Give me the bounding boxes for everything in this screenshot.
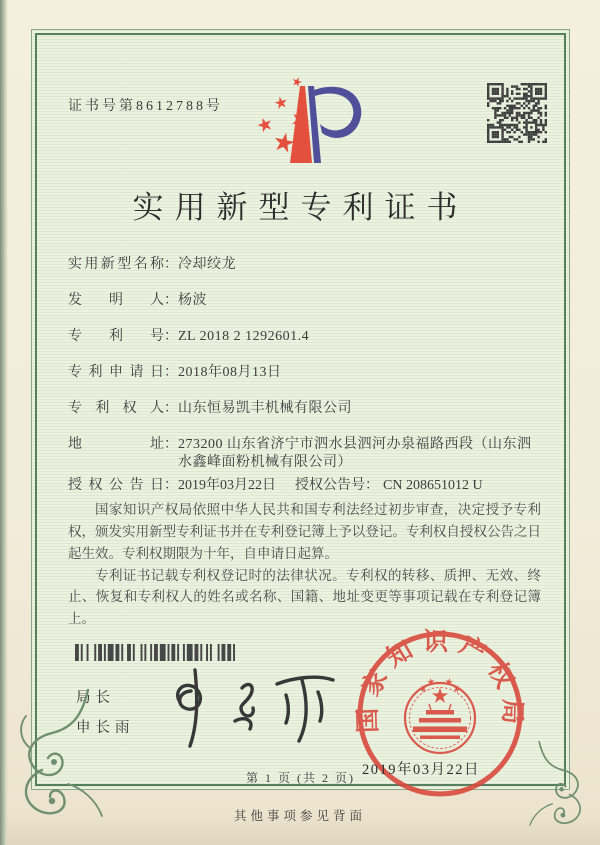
qr-code-icon	[487, 83, 547, 143]
field-row-inventor	[68, 292, 542, 310]
field-label: 发明人	[68, 293, 164, 308]
field-value: 273200 山东省济宁市泗水县泗河办泉福路西段（山东泗水鑫峰面粉机械有限公司）	[178, 437, 532, 470]
field-label: 地址	[68, 437, 164, 452]
director-name: 申长雨	[76, 720, 135, 736]
field-value: 杨波	[178, 293, 207, 308]
director-signature	[150, 658, 345, 753]
seal-date: 2019年03月22日	[362, 762, 480, 778]
page-number: 第 1 页 (共 2 页)	[246, 771, 355, 785]
field-label: 专利号	[68, 329, 164, 344]
field-row-address	[68, 436, 542, 472]
field-colon: ：	[164, 257, 178, 272]
reverse-side-note: 其他事项参见背面	[233, 809, 366, 823]
field-value: 山东恒易凯丰机械有限公司	[178, 401, 352, 416]
field-row-patentee	[68, 400, 542, 418]
field-label: 专利申请日	[68, 365, 164, 380]
field-value: 2018年08月13日	[178, 365, 282, 380]
field-colon: ：	[164, 401, 178, 416]
corner-flourish-icon	[8, 688, 120, 826]
grant-date-value: 2019年03月22日	[178, 478, 276, 493]
field-label: 实用新型名称	[68, 257, 164, 272]
field-value: ZL 2018 2 1292601.4	[178, 329, 310, 344]
legal-paragraph-2: 专利证书记载专利权登记时的法律状况。专利权的转移、质押、无效、终止、恢复和专利权人的姓名或名称、国籍、地址变更等事项记载在专利登记簿上。	[68, 567, 541, 627]
field-row-name	[68, 256, 542, 274]
certificate-title: 实用新型专利证书	[132, 190, 469, 225]
field-label: 专利权人	[68, 401, 164, 416]
corner-flourish-icon	[518, 740, 592, 832]
field-colon: ：	[164, 329, 178, 344]
field-colon: ：	[164, 365, 178, 380]
grant-date-pair	[68, 477, 276, 495]
legal-text-block	[68, 499, 541, 630]
cnipa-patent-logo-icon	[237, 70, 367, 176]
field-colon: ：	[365, 478, 379, 493]
field-row-filing-date	[68, 364, 542, 382]
certificate-number: 证书号第8612788号	[68, 99, 223, 114]
legal-paragraph-1: 国家知识产权局依照中华人民共和国专利法经过初步审查，决定授予专利权，颁发实用新型专利证书并在专利登记簿上予以登记。专利权自授权公告之日起生效。专利权期限为十年，自申请日起算。	[68, 502, 541, 561]
svg-text:国家知识产权局: 国家知识产权局	[354, 628, 526, 734]
field-colon: ：	[164, 437, 178, 452]
director-title: 局长	[76, 690, 115, 706]
grant-no-value: CN 208651012 U	[383, 478, 483, 493]
field-row-patent-no	[68, 328, 542, 346]
field-colon: ：	[164, 293, 178, 308]
grant-no-label: 授权公告号	[295, 478, 365, 493]
field-value: 冷却绞龙	[178, 257, 236, 272]
book-spine-edge	[0, 0, 8, 845]
field-colon: ：	[164, 478, 178, 493]
grant-date-label: 授权公告日	[68, 478, 164, 493]
grant-no-pair	[295, 477, 483, 495]
